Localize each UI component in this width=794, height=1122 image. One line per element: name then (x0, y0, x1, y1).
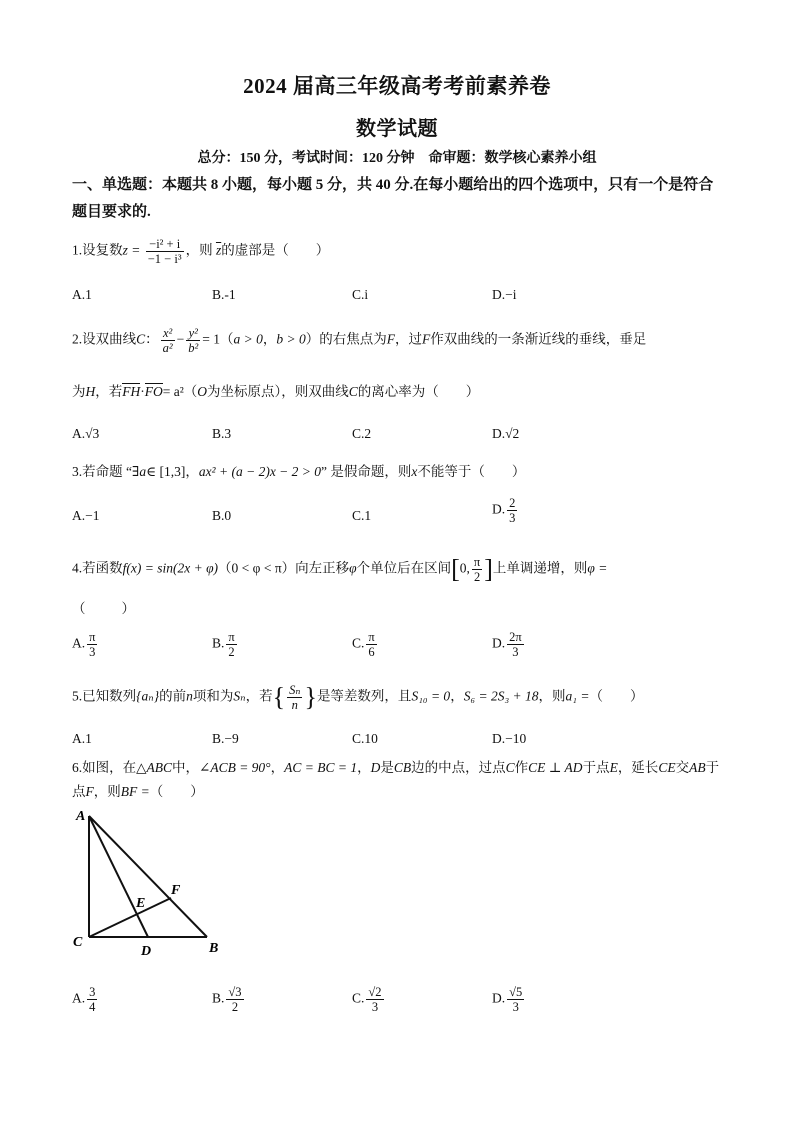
q5-option-b[interactable]: B.−9 (212, 731, 239, 746)
question-6: 6.如图，在△ABC中，∠ACB = 90°，AC = BC = 1，D是CB边的中点，过点C作CE ⊥ AD于点E，延长CE交AB于点F，则BF =（ ） (72, 760, 720, 799)
q3-option-a[interactable]: A.−1 (72, 508, 100, 523)
q3-option-d[interactable]: D. $\frac{2}{3}$ (492, 496, 516, 525)
q4-option-b[interactable]: B. $\frac{\pi}{2}$ (212, 630, 235, 659)
label-f: F (171, 883, 181, 898)
q6-option-b[interactable]: B. $\frac{√3}{2}$ (212, 985, 242, 1014)
q3-option-c[interactable]: C.1 (352, 508, 372, 523)
question-3: 3.若命题 “∃a∈ [1,3]，ax² + (a − 2)x − 2 > 0” 是假命题，则x不能等于（ ） (72, 464, 526, 479)
q1-option-b[interactable]: B.-1 (212, 287, 236, 302)
question-2: 2.设双曲线C： $\frac{\text{x²}}{\text{a²}}$ − $\frac{\text{y²}}{\text{b²}}$ = 1（a > 0，b > 0）的右焦点为F，过F作双曲线的一条渐近线的垂线，垂足 (72, 326, 647, 355)
q6-option-a[interactable]: A. $\frac{3}{4}$ (72, 985, 96, 1014)
label-c: C (73, 935, 83, 950)
q5-option-a[interactable]: A.1 (72, 731, 92, 746)
q1-fraction: $\frac{\text{−i² + i}}{\text{−1 − i³}}$ (147, 237, 182, 266)
label-b: B (209, 941, 219, 956)
question-1: 1.设复数z = $\frac{\text{−i² + i}}{\text{−1 − i³}}$ ，则 $\overline{z}$的虚部是（ ） (72, 237, 330, 266)
q5-option-d[interactable]: D.−10 (492, 731, 527, 746)
question-2-line-2: 为H，若FH·FO= a²（O为坐标原点），则双曲线C的离心率为（ ） (72, 384, 480, 399)
triangle-figure (70, 806, 230, 958)
q6-option-c[interactable]: C. $\frac{√2}{3}$ (352, 985, 382, 1014)
q2-option-d[interactable]: D.√2 (492, 426, 520, 441)
label-a: A (76, 809, 86, 824)
q4-option-c[interactable]: C. $\frac{\pi}{6}$ (352, 630, 375, 659)
section-heading: 一、单选题：本题共 8 小题，每小题 5 分，共 40 分.在每小题给出的四个选项中，只有一个是符合题目要求的. (72, 177, 714, 220)
q1-option-d[interactable]: D.−i (492, 287, 517, 302)
exam-subject: 数学试题 (356, 118, 438, 140)
question-4: 4.若函数f(x) = sin(2x + φ)（0 < φ < π）向左正移φ个单位后在区间[0, $\frac{\pi}{2}$ ]上单调递增，则φ = (72, 554, 608, 584)
label-d: D (141, 944, 152, 958)
q1-option-c[interactable]: C.i (352, 287, 369, 302)
label-e: E (136, 896, 146, 911)
q4-option-a[interactable]: A. $\frac{\pi}{3}$ (72, 630, 96, 659)
q2-option-c[interactable]: C.2 (352, 426, 372, 441)
q6-option-d[interactable]: D. $\frac{√5}{3}$ (492, 985, 523, 1014)
question-4-line-2: （ ） (72, 601, 138, 616)
q5-option-c[interactable]: C.10 (352, 731, 378, 746)
q4-option-d[interactable]: D. $\frac{2\pi}{3}$ (492, 630, 522, 659)
q2-option-a[interactable]: A.√3 (72, 426, 100, 441)
q2-option-b[interactable]: B.3 (212, 426, 232, 441)
question-5: 5.已知数列{aₙ}的前n项和为Sₙ，若{ $\frac{\text{Sₙ}}{n}$ }是等差数列，且S₁₀ = 0，S₆ = 2S₃ + 18，则a₁ =（ ） (72, 682, 644, 712)
q3-option-b[interactable]: B.0 (212, 508, 232, 523)
exam-title: 2024 届高三年级高考考前素养卷 (243, 74, 551, 98)
q1-option-a[interactable]: A.1 (72, 287, 92, 302)
exam-meta: 总分：150 分，考试时间：120 分钟 命审题：数学核心素养小组 (197, 151, 597, 166)
